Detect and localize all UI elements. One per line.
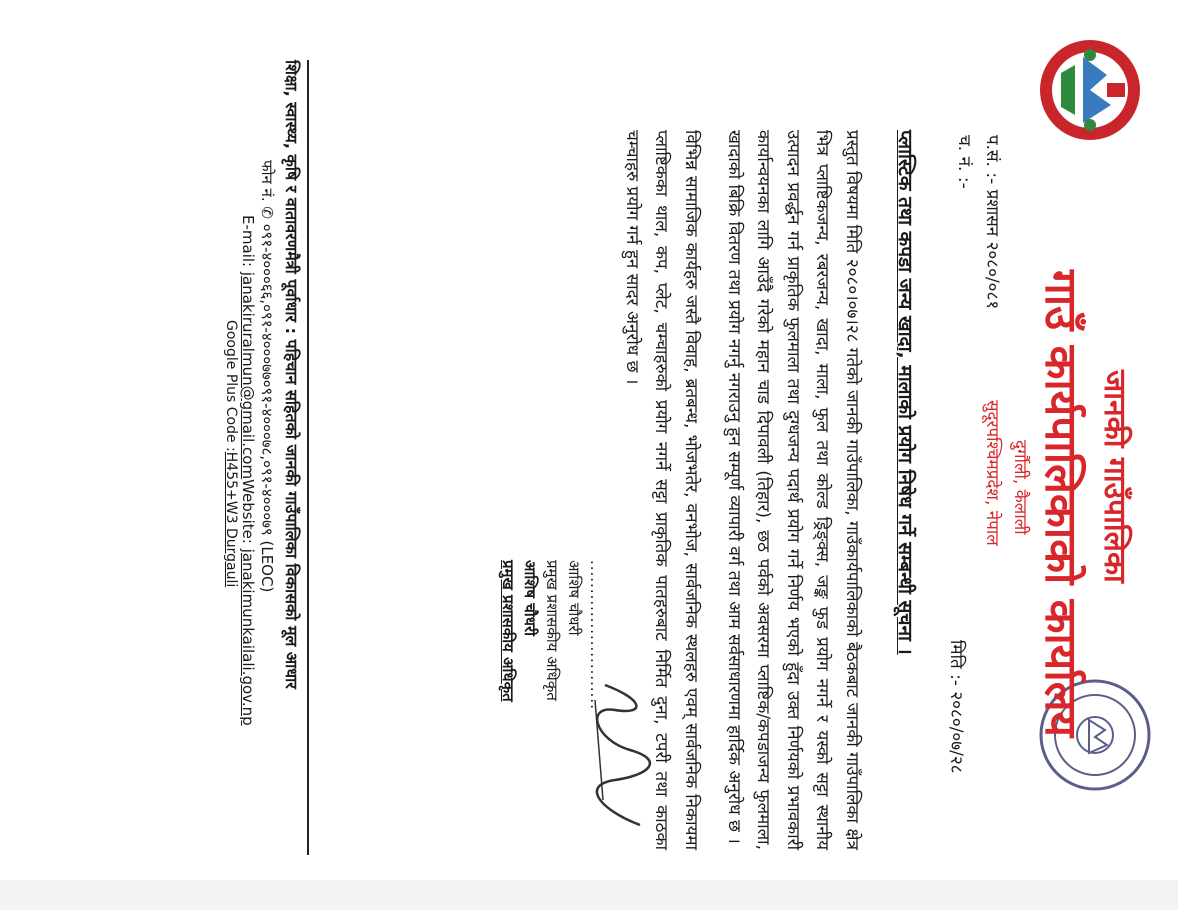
letter-subject: प्लास्टिक तथा कपडा जन्य खादा, मालाको प्रयोग निषेध गर्ने सम्बन्धी सूचना । [894,130,916,655]
website-link[interactable]: janakimunkailali.gov.np [239,548,257,726]
footer-slogan: शिक्षा, स्वास्थ्य, कृषि र वातावरणमैत्री पूर्वाधार : पहिचान सहितको जानकी गाउँपालिका विकासको मूल आधार [282,60,301,689]
stamp-name: आशिष चौधरी [521,560,539,636]
office-name: गाउँ कार्यपालिकाको कार्यालय [1035,270,1086,738]
signer-block [497,560,607,710]
rotated-letter [85,40,1145,870]
footer-phone: फोन नं. ✆ ०९१-४०००६६,०९१-४०००७७०९१-४०००७८,०९१-४०००७९ (LEOC) [258,160,276,593]
municipality-name: जानकी गाउँपालिका [1097,370,1132,583]
footer-divider [307,60,309,855]
footer-contact [239,215,257,726]
signer-name: आशिष चौधरी [565,560,583,636]
stamp-title: प्रमुख प्रशासकीय अधिकृत [499,560,517,702]
signature-line: .......................... [587,560,605,710]
office-province: सुदूरपश्चिमप्रदेश, नेपाल [982,400,1002,546]
letter-date: मिति :- २०८०/०७/२८ [946,640,966,774]
email-label: E-mail: [239,215,257,272]
body-paragraph-2: विभिन्न सामाजिक कार्यहरु जस्तै विवाह, ब्रतबन्ध, भोजभतेर, वनभोज, सार्वजनिक स्थलहरु एवम् सार्वजनिक निकायमा प्लाष्टिकका थाल, कप, प्लेट, चम्चाहरुको प्रयोग नगर्ने सट्टा प्राकृतिक पातहरुबाट निर्मित दुना, टपरी तथा काठका चम्चाहरु प्रयोग गर्न हुन सादर अनुरोध छ । [622,130,701,850]
email-link[interactable]: janakiruralmun@gmail.com [239,271,257,480]
reference-number: प.सं. :- प्रशासन २०८०/०८१ [982,135,1002,310]
footer-plus-code [223,320,239,587]
dispatch-number: च. नं. :- [954,135,974,189]
office-district: दुर्गौली, कैलाली [1010,440,1030,535]
scan-margin [0,880,1178,910]
website-label: Website: [239,479,257,549]
nepal-emblem-icon [1031,35,1145,145]
body-paragraph-1: प्रस्तुत विषयमा मिति २०८०।०७।२८ गतेको जानकी गाउँपालिका, गाउँकार्यपालिकाको बैठकबाट जानकी गाउँपालिका क्षेत्र भित्र प्लाष्टिकजन्य, रबरजन्य, खादा, माला, फुल तथा कोल्ड ड्रिङ्क्स, जङ्क फुड प्रयोग नगर्ने र यस्को सट्टा स्थानीय उत्पादन प्रवर्द्धन गर्न प्राकृतिक फुलमाला तथा दुग्धजन्य पदार्थ प्रयोग गर्ने निर्णय भएको हुँदा उक्त निर्णयको प्रभावकारी कार्यान्वयनका लागि आउँदै गरेको महान चाड दिपावली (तिहार), छठ पर्वको अवसरमा प्लाष्टिक/कपडाजन्य फुलमाला, खादाको बिक्रि वितरण तथा प्रयोग नगर्नु नगराउनु हुन सम्पूर्ण व्यापारी वर्ग तथा आम सर्वसाधारणमा हार्दिक अनुरोध छ । [724,130,862,850]
signer-title: प्रमुख प्रशासकीय अधिकृत [543,560,561,701]
plus-code-value: H455+W3 Durgauli [223,451,239,588]
plus-code-label: Google Plus Code : [223,320,239,452]
